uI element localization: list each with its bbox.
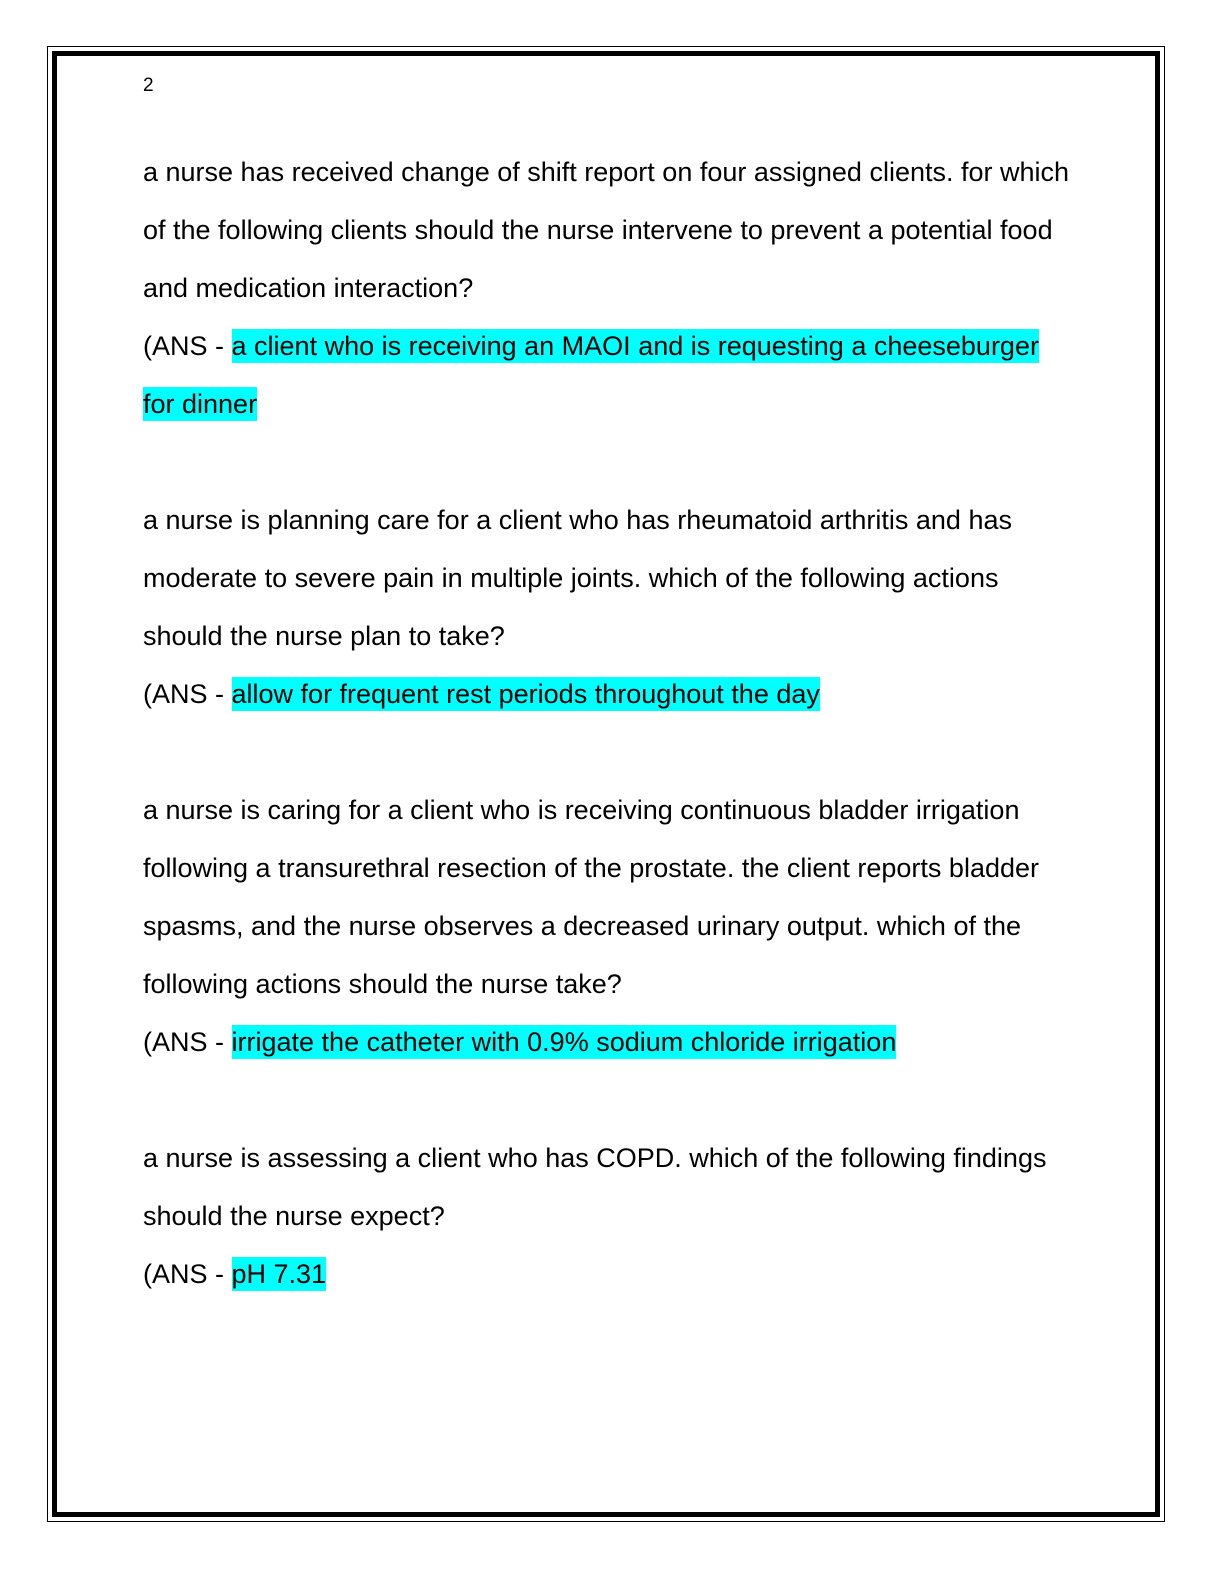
- answer-highlight: a client who is receiving an MAOI and is requesting a cheeseburger for dinner: [143, 331, 1039, 419]
- answer-prefix: (ANS -: [143, 679, 232, 709]
- answer-line: [143, 317, 1073, 433]
- qa-item: [143, 143, 1073, 433]
- qa-item: [143, 1129, 1073, 1303]
- page-number: 2: [143, 75, 154, 96]
- answer-prefix: (ANS -: [143, 1259, 232, 1289]
- question-text: a nurse has received change of shift report on four assigned clients. for which of the following clients should the nurse intervene to prevent a potential food and medication interaction?: [143, 157, 1070, 303]
- qa-item: [143, 781, 1073, 1071]
- question-text: a nurse is assessing a client who has COPD. which of the following findings should the nurse expect?: [143, 1143, 1047, 1231]
- question-text: a nurse is planning care for a client who has rheumatoid arthritis and has moderate to severe pain in multiple joints. which of the following actions should the nurse plan to take?: [143, 505, 1012, 651]
- document-body: [143, 143, 1073, 1361]
- answer-prefix: (ANS -: [143, 331, 232, 361]
- answer-highlight: irrigate the catheter with 0.9% sodium chloride irrigation: [231, 1027, 897, 1057]
- qa-item: [143, 491, 1073, 723]
- answer-highlight: allow for frequent rest periods throughout the day: [231, 679, 820, 709]
- answer-highlight: pH 7.31: [231, 1259, 327, 1289]
- question-text: a nurse is caring for a client who is receiving continuous bladder irrigation following a transurethral resection of the prostate. the client reports bladder spasms, and the nurse observes a decreased urinary output. which of the following actions should the nurse take?: [143, 795, 1039, 999]
- answer-line: [143, 1245, 1073, 1303]
- answer-prefix: (ANS -: [143, 1027, 232, 1057]
- answer-line: [143, 1013, 1073, 1071]
- answer-line: [143, 665, 1073, 723]
